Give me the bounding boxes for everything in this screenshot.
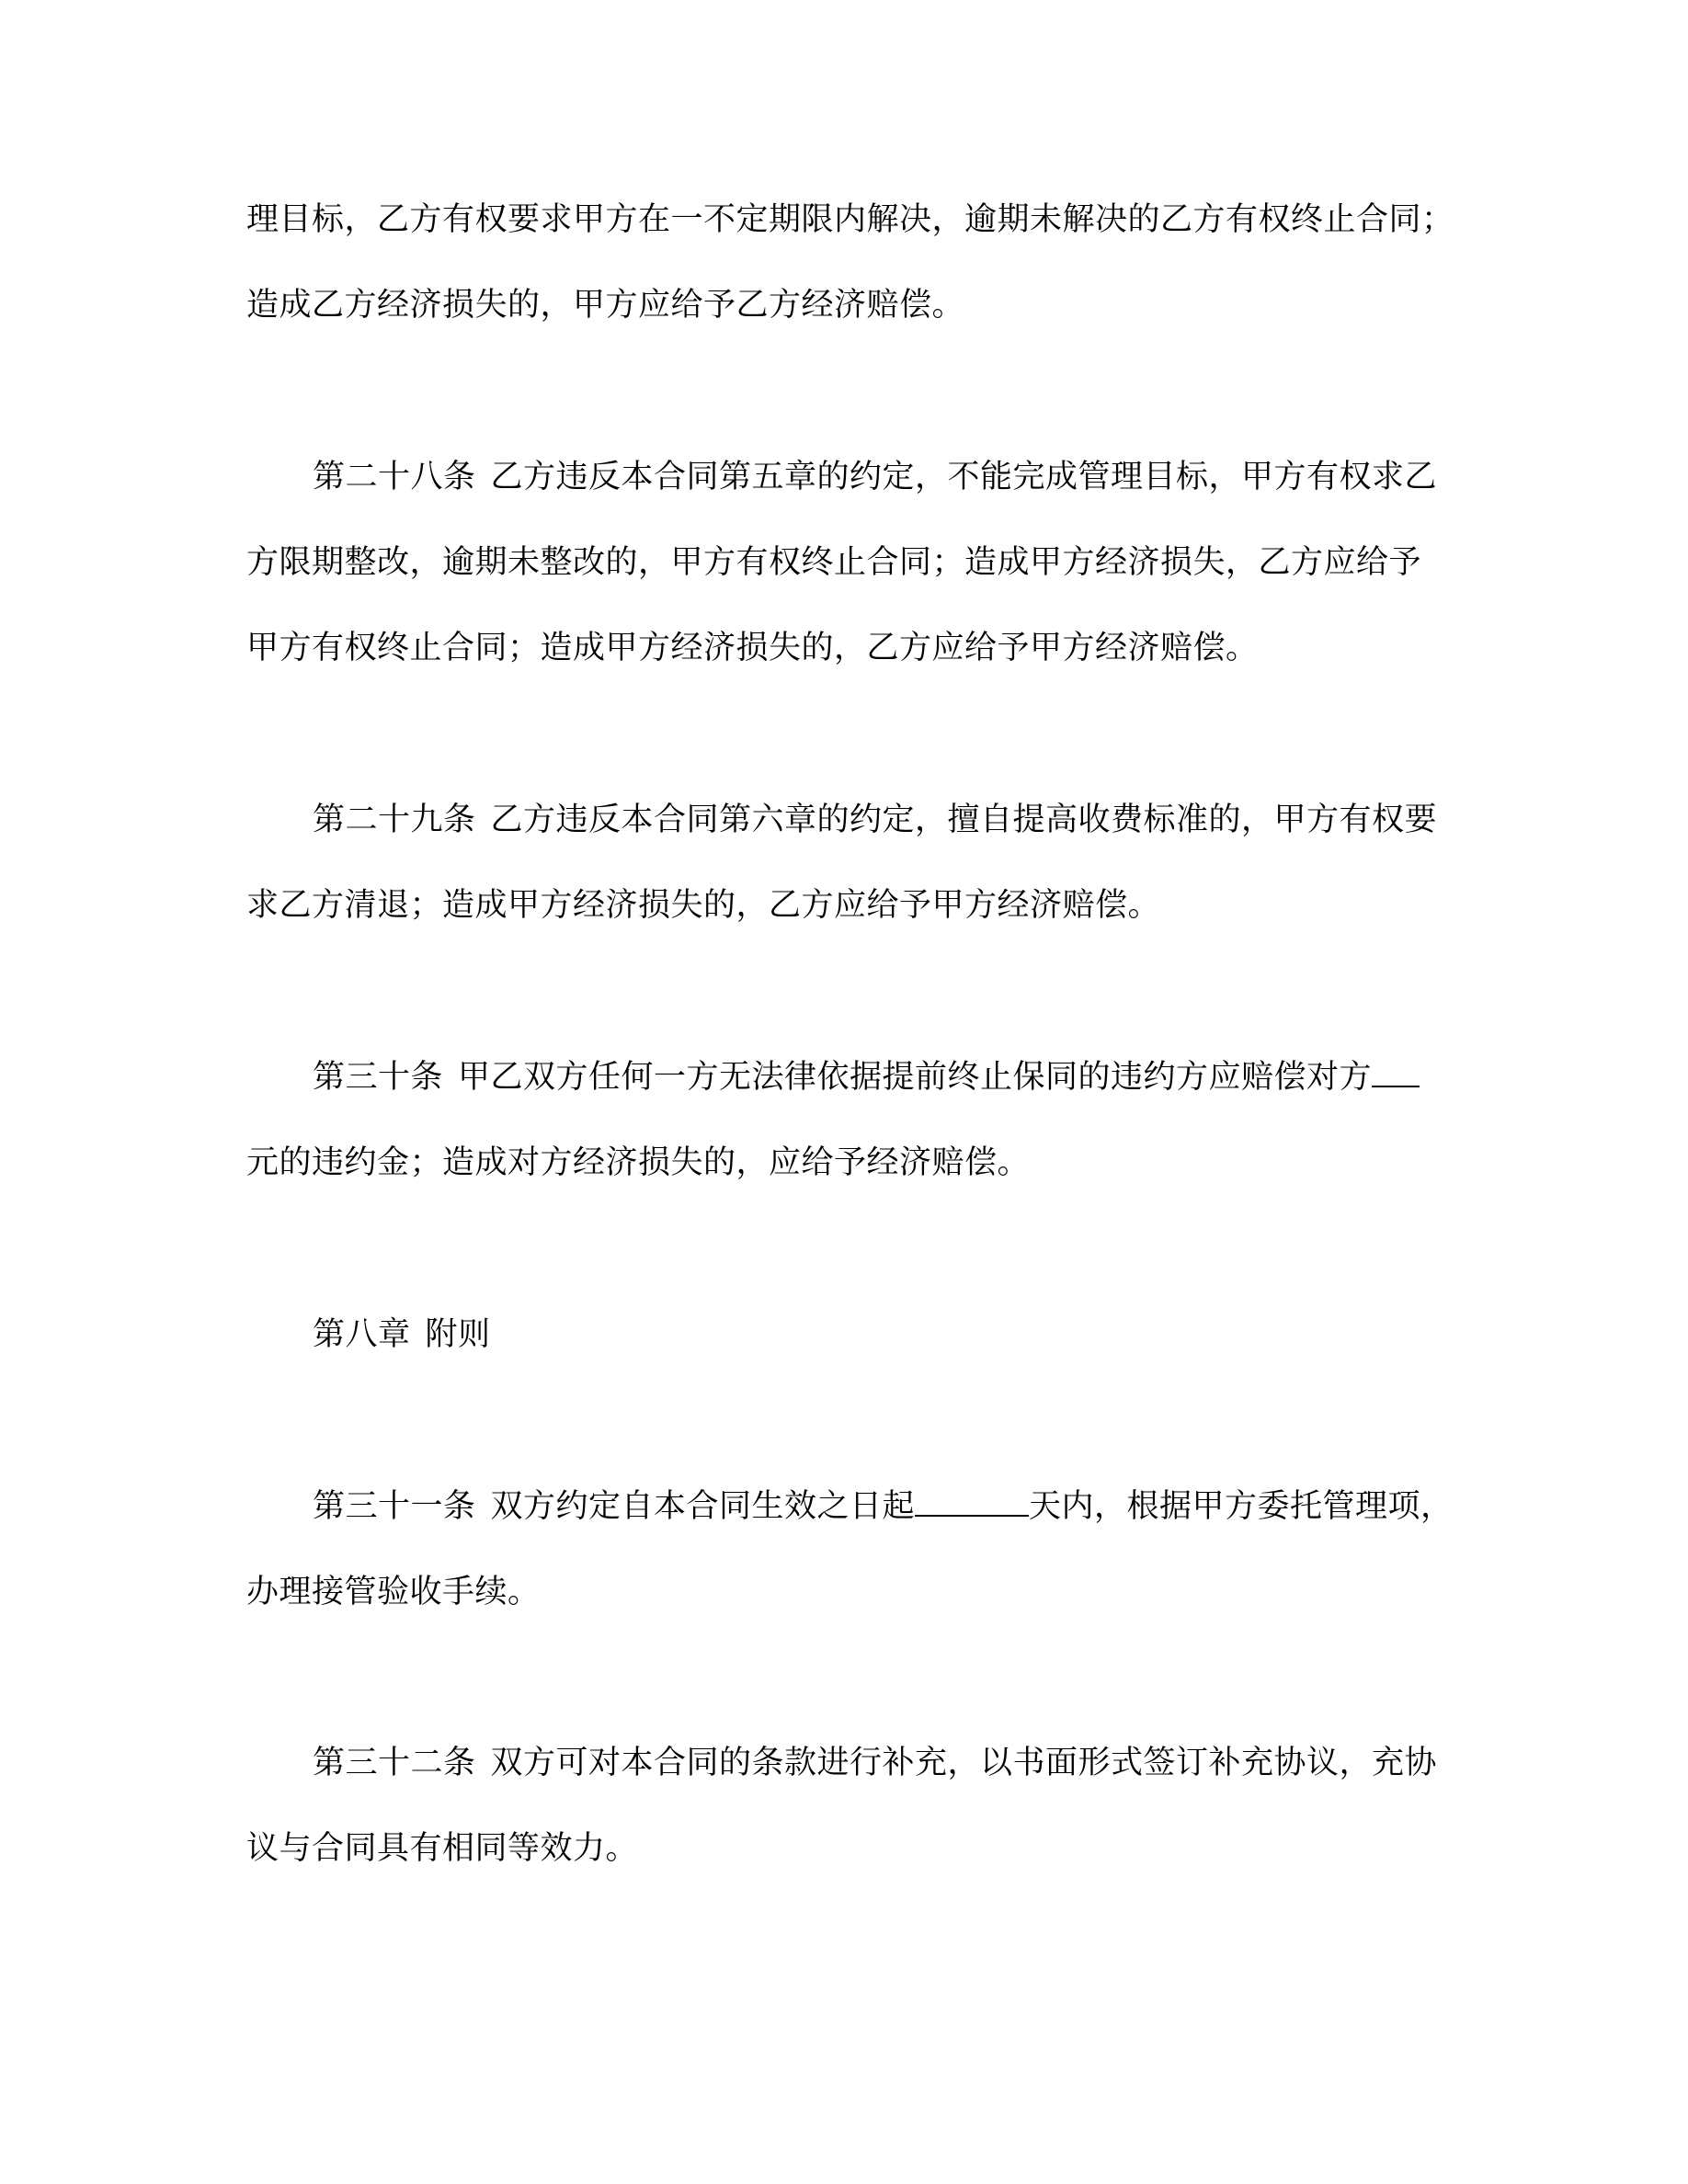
article-28-line-2: [246, 542, 1442, 583]
article-30-line-2: [246, 1143, 1442, 1183]
article-28-line-1: [313, 457, 1443, 497]
paragraph-line: [246, 199, 1454, 240]
article-29-label: 第二十九条: [313, 802, 476, 838]
article-28-line-3: [246, 628, 1442, 668]
article-31-line-2: [246, 1572, 1442, 1612]
fill-in-blank: [915, 1487, 1029, 1517]
article-30-label: 第三十条: [313, 1059, 444, 1096]
article-31-line-1: [313, 1486, 1454, 1527]
chapter-label: 第八章: [313, 1316, 411, 1353]
text: 甲乙双方任何一方无法律依据提前终止保同的违约方应赔偿对方: [458, 1059, 1373, 1096]
text: 乙方违反本合同第五章的约定，不能完成管理目标，甲方有权求乙: [490, 459, 1438, 495]
text: 求乙方清退；造成甲方经济损失的，乙方应给予甲方经济赔偿。: [246, 887, 1161, 924]
article-32-label: 第三十二条: [313, 1745, 476, 1781]
text: 理目标，乙方有权要求甲方在一不定期限内解决，逾期未解决的乙方有权终止合同；: [246, 201, 1454, 238]
text: 双方可对本合同的条款进行补充，以书面形式签订补充协议，充协: [490, 1745, 1438, 1781]
text: 天内，根据甲方委托管理项，: [1029, 1488, 1454, 1525]
text: 元的违约金；造成对方经济损失的，应给予经济赔偿。: [246, 1144, 1031, 1181]
text: 议与合同具有相同等效力。: [246, 1830, 639, 1867]
text: 乙方违反本合同第六章的约定，擅自提高收费标准的，甲方有权要: [490, 802, 1438, 838]
text: 双方约定自本合同生效之日起: [490, 1488, 916, 1525]
chapter-8-heading: [313, 1314, 1443, 1355]
article-29-line-1: [313, 800, 1443, 840]
chapter-title: 附则: [425, 1316, 491, 1353]
article-29-line-2: [246, 885, 1442, 926]
article-30-line-1: [313, 1057, 1443, 1098]
article-32-line-1: [313, 1743, 1443, 1783]
text: 方限期整改，逾期未整改的，甲方有权终止合同；造成甲方经济损失，乙方应给予: [246, 544, 1422, 581]
article-32-line-2: [246, 1828, 1442, 1869]
text: 办理接管验收手续。: [246, 1574, 541, 1610]
text: 甲方有权终止合同；造成甲方经济损失的，乙方应给予甲方经济赔偿。: [246, 630, 1259, 666]
paragraph-line: [246, 285, 1442, 325]
article-31-label: 第三十一条: [313, 1488, 476, 1525]
fill-in-blank: [1372, 1058, 1420, 1087]
text: 造成乙方经济损失的，甲方应给予乙方经济赔偿。: [246, 287, 965, 324]
article-28-label: 第二十八条: [313, 459, 476, 495]
